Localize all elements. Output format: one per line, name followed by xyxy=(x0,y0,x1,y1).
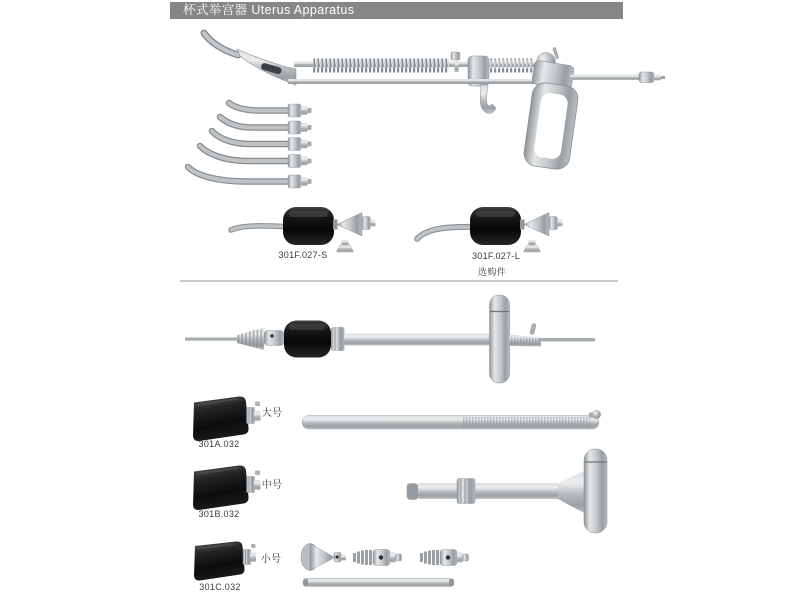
size-label-large: 大号 xyxy=(261,408,283,419)
cannula-tip xyxy=(188,167,312,188)
lower-manipulator-illustration xyxy=(185,295,595,383)
optional-part-note: 选购件 xyxy=(478,267,506,277)
cannula-tip-set-illustration xyxy=(188,103,312,188)
cup-assembly-short-illustration xyxy=(231,207,376,252)
code-label-cup-long: 301F.027-L xyxy=(471,251,521,261)
threaded-connector-illustration xyxy=(420,550,469,566)
t-handle-shaft-illustration xyxy=(407,449,607,533)
cup-small-illustration xyxy=(194,541,256,580)
short-rod-illustration xyxy=(303,579,454,587)
code-label-cup-medium: 301B.032 xyxy=(198,509,240,519)
cone-adapter-illustration xyxy=(301,544,346,571)
cannula-tip xyxy=(220,117,312,134)
cup-assembly-long-illustration xyxy=(417,207,563,252)
top-manipulator-illustration xyxy=(204,33,665,171)
size-label-small: 小号 xyxy=(260,554,282,565)
code-label-cup-large: 301A.032 xyxy=(198,439,240,449)
page-title: 杯式举宫器 Uterus Apparatus xyxy=(183,3,355,17)
cup-large-illustration xyxy=(193,396,261,441)
code-label-cup-short: 301F.027-S xyxy=(278,250,328,260)
extension-rod-illustration xyxy=(302,410,601,429)
size-label-medium: 中号 xyxy=(261,480,283,491)
threaded-connector-illustration xyxy=(353,550,402,566)
section-divider xyxy=(180,280,618,282)
cannula-tip xyxy=(229,103,312,117)
code-label-cup-small: 301C.032 xyxy=(199,582,241,592)
cup-medium-illustration xyxy=(193,465,261,510)
